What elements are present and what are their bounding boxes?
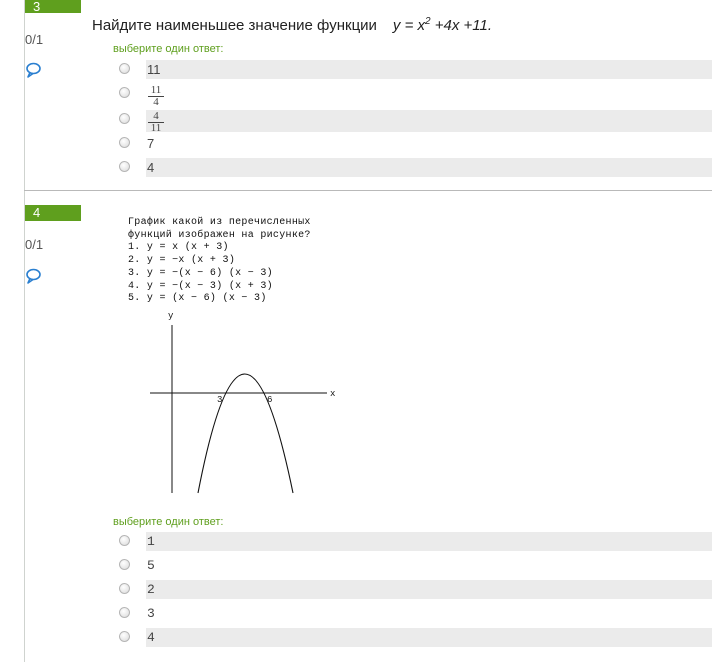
option-label: 11 [147, 62, 161, 77]
question-3-prompt: Найдите наименьшее значение функции [92, 17, 377, 34]
question-4-text: График какой из перечисленных функций изображен на рисунке? 1. y = x (x + 3) 2. y = −x (x + 3) 3. y = −(x − 6) (x − 3) 4. y = −(x − 3) (x + 3) 5. y = (x − 6) (x − 3) [128, 217, 311, 305]
answer-option[interactable] [113, 580, 712, 599]
answer-option[interactable] [113, 134, 712, 153]
option-fraction: $\frac{11}{4}$ [148, 85, 164, 108]
parabola-graph [140, 308, 350, 498]
option-label: 4 [147, 160, 155, 175]
answer-option[interactable] [113, 158, 712, 177]
comment-icon[interactable] [25, 268, 41, 284]
answer-option[interactable] [113, 110, 712, 134]
answer-option[interactable] [113, 84, 712, 108]
option-label: 1 [147, 534, 155, 549]
radio-button[interactable] [119, 583, 130, 594]
question-divider [24, 190, 712, 191]
parabola-curve [198, 374, 293, 493]
left-border [24, 0, 25, 662]
radio-button[interactable] [119, 559, 130, 570]
question-4-number: 4 [25, 205, 81, 221]
option-label: 3 [147, 606, 155, 621]
question-3-text [92, 16, 492, 34]
question-3-formula: $y = x^2 +4x +11$. [392, 16, 493, 34]
radio-button[interactable] [119, 137, 130, 148]
answer-hint: выберите один ответ: [113, 516, 224, 528]
radio-button[interactable] [119, 535, 130, 546]
radio-button[interactable] [119, 607, 130, 618]
radio-button[interactable] [119, 87, 130, 98]
answer-hint: выберите один ответ: [113, 43, 224, 55]
option-label: 5 [147, 558, 155, 573]
question-3-number: 3 [25, 0, 81, 13]
x-axis-label: x [330, 389, 336, 399]
answer-option[interactable] [113, 532, 712, 551]
option-label: 2 [147, 582, 155, 597]
question-4-score: 0/1 [25, 237, 44, 252]
y-axis-label: y [168, 311, 174, 321]
answer-option[interactable] [113, 604, 712, 623]
comment-icon[interactable] [25, 62, 41, 78]
option-label: 7 [147, 136, 155, 151]
option-label: 4 [147, 630, 155, 645]
answer-option[interactable] [113, 556, 712, 575]
radio-button[interactable] [119, 63, 130, 74]
question-3-score: 0/1 [25, 32, 44, 47]
answer-option[interactable] [113, 60, 712, 79]
radio-button[interactable] [119, 631, 130, 642]
radio-button[interactable] [119, 161, 130, 172]
option-fraction: $\frac{4}{11}$ [148, 111, 164, 134]
answer-option[interactable] [113, 628, 712, 647]
tick-label-6: 6 [267, 395, 273, 405]
radio-button[interactable] [119, 113, 130, 124]
tick-label-3: 3 [217, 395, 223, 405]
